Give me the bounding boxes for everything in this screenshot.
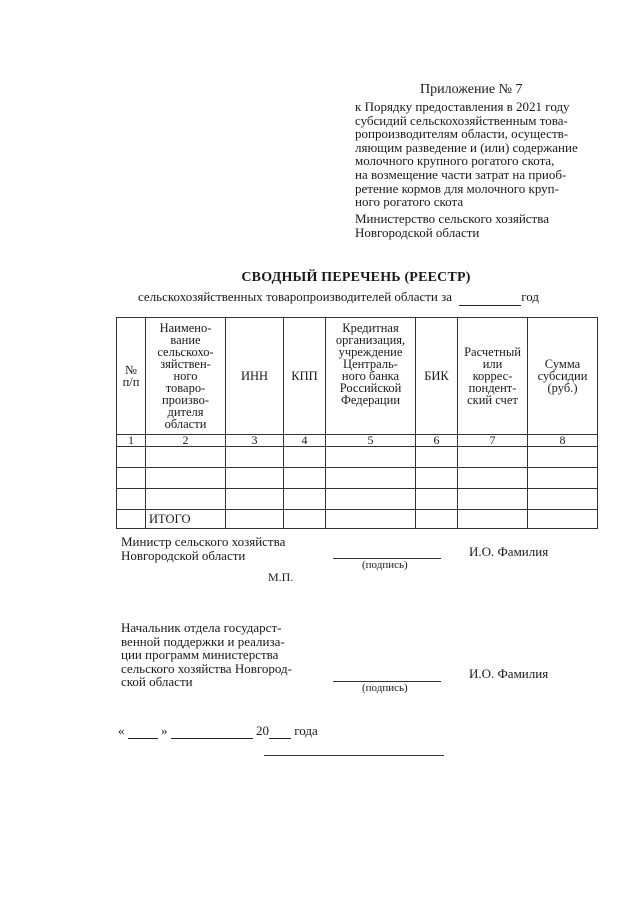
position-line: ской области	[121, 674, 193, 690]
position-line: Новгородской области	[121, 547, 246, 563]
column-number: 2	[146, 435, 226, 447]
table-cell[interactable]	[117, 447, 146, 468]
column-number: 6	[416, 435, 458, 447]
column-number: 5	[326, 435, 416, 447]
date-signature-line[interactable]	[264, 755, 444, 756]
month-blank[interactable]	[171, 724, 253, 739]
header-account: Расчетный или коррес- пондент- ский счет	[458, 318, 528, 435]
appendix-line: ретение кормов для молочного круп-	[355, 180, 559, 196]
department-head-signature-caption: (подпись)	[362, 682, 408, 694]
table-cell[interactable]	[284, 510, 326, 529]
header-credit-organization: Кредитная организация, учреждение Централь- ного банка Российской Федерации	[326, 318, 416, 435]
ministry-line: Новгородской области	[355, 224, 480, 240]
table-cell[interactable]	[416, 447, 458, 468]
table-cell[interactable]	[146, 489, 226, 510]
table-cell[interactable]	[458, 489, 528, 510]
table-cell[interactable]	[528, 447, 598, 468]
table-header-row	[117, 318, 598, 435]
header-inn: ИНН	[226, 318, 284, 435]
ministry-addressee	[355, 212, 595, 239]
appendix-line: ного рогатого скота	[355, 194, 464, 210]
table-cell[interactable]	[146, 447, 226, 468]
appendix-line: субсидий сельскохозяйственным това-	[355, 112, 568, 128]
appendix-description	[355, 100, 600, 209]
table-cell[interactable]	[326, 447, 416, 468]
column-number: 4	[284, 435, 326, 447]
header-kpp: КПП	[284, 318, 326, 435]
position-line: Министр сельского хозяйства	[121, 534, 286, 549]
header-number: № п/п	[117, 318, 146, 435]
table-cell[interactable]	[416, 489, 458, 510]
appendix-line: ляющим разведение и (или) содержание	[355, 139, 578, 155]
table-cell[interactable]	[226, 489, 284, 510]
position-line: сельского хозяйства Новгород-	[121, 660, 292, 676]
table-cell[interactable]	[117, 468, 146, 489]
table-row	[117, 489, 598, 510]
date-line	[118, 724, 318, 739]
year-prefix: 20	[256, 723, 269, 738]
stamp-placeholder: М.П.	[268, 570, 294, 584]
table-cell[interactable]	[117, 510, 146, 529]
subtitle-prefix: сельскохозяйственных товаропроизводителей области за	[138, 289, 453, 304]
table-cell[interactable]	[284, 468, 326, 489]
department-head-name: И.О. Фамилия	[469, 666, 549, 681]
appendix-line: на возмещение части затрат на приоб-	[355, 166, 567, 182]
year-digits-blank[interactable]	[269, 724, 291, 739]
table-cell[interactable]	[416, 468, 458, 489]
header-subsidy-amount: Сумма субсидии (руб.)	[528, 318, 598, 435]
table-cell[interactable]	[284, 489, 326, 510]
table-cell[interactable]	[528, 468, 598, 489]
minister-name: И.О. Фамилия	[469, 544, 549, 559]
appendix-line: молочного крупного рогатого скота,	[355, 153, 555, 169]
appendix-line: ропроизводителям области, осуществ-	[355, 126, 569, 142]
date-close-quote: »	[161, 723, 168, 738]
table-cell[interactable]	[326, 510, 416, 529]
appendix-title: Приложение № 7	[420, 82, 523, 97]
day-blank[interactable]	[128, 724, 158, 739]
table-row	[117, 468, 598, 489]
table-row	[117, 447, 598, 468]
date-open-quote: «	[118, 723, 125, 738]
column-number: 1	[117, 435, 146, 447]
minister-signature-caption: (подпись)	[362, 559, 408, 571]
table-cell[interactable]	[458, 447, 528, 468]
table-cell[interactable]	[326, 489, 416, 510]
year-blank[interactable]	[459, 289, 521, 306]
column-number: 3	[226, 435, 284, 447]
department-head-position	[121, 621, 321, 689]
table-cell[interactable]	[528, 489, 598, 510]
total-label: ИТОГО	[146, 510, 226, 529]
header-producer-name: Наимено- вание сельскохо- зяйствен- ного товаро- произво- дителя области	[146, 318, 226, 435]
table-cell[interactable]	[226, 468, 284, 489]
document-title: СВОДНЫЙ ПЕРЕЧЕНЬ (РЕЕСТР)	[241, 270, 471, 285]
subtitle-suffix: год	[521, 289, 540, 304]
total-amount-cell[interactable]	[528, 510, 598, 529]
total-row	[117, 510, 598, 529]
table-cell[interactable]	[458, 510, 528, 529]
position-line: Начальник отдела государст-	[121, 620, 282, 635]
header-bik: БИК	[416, 318, 458, 435]
registry-table	[116, 317, 598, 529]
column-number: 8	[528, 435, 598, 447]
table-cell[interactable]	[117, 489, 146, 510]
position-line: венной поддержки и реализа-	[121, 633, 285, 649]
table-cell[interactable]	[284, 447, 326, 468]
table-cell[interactable]	[416, 510, 458, 529]
ministry-line: Министерство сельского хозяйства	[355, 211, 549, 226]
document-subtitle	[138, 289, 539, 306]
table-cell[interactable]	[226, 447, 284, 468]
table-cell[interactable]	[146, 468, 226, 489]
appendix-line: к Порядку предоставления в 2021 году	[355, 99, 570, 114]
table-cell[interactable]	[326, 468, 416, 489]
column-number: 7	[458, 435, 528, 447]
column-number-row	[117, 435, 598, 447]
minister-position	[121, 535, 321, 562]
table-cell[interactable]	[458, 468, 528, 489]
year-suffix: года	[294, 723, 318, 738]
position-line: ции программ министерства	[121, 647, 279, 663]
table-cell[interactable]	[226, 510, 284, 529]
